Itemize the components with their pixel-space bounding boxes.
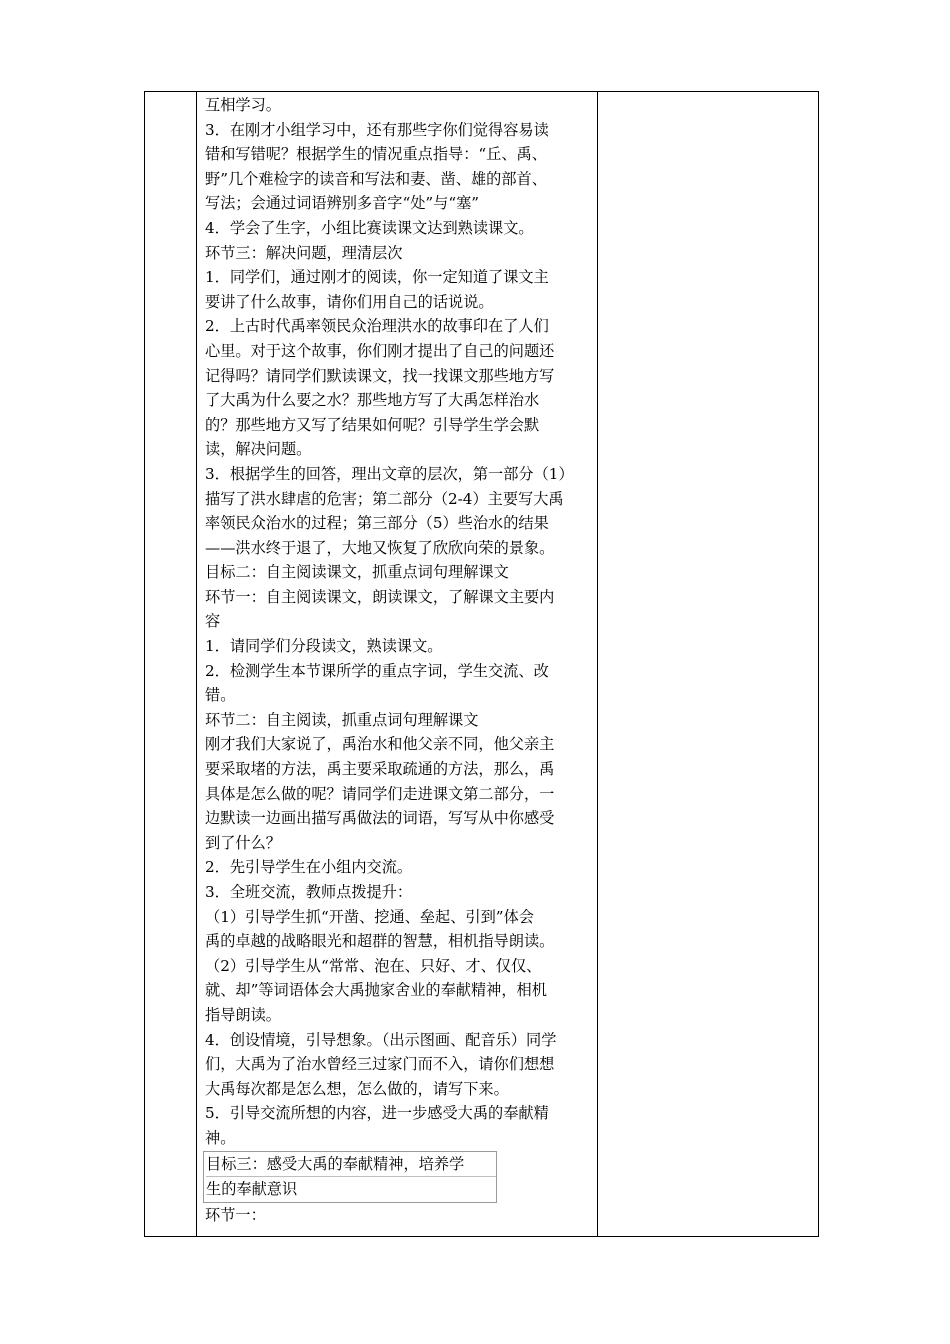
text-line: 要讲了什么故事，请你们用自己的话说说。 (205, 292, 494, 311)
text-line: 4．创设情境，引导想象。（出示图画、配音乐）同学 (205, 1030, 557, 1049)
goal-three-line-2: 生的奉献意识 (206, 1176, 496, 1202)
text-line: 目标二：自主阅读课文，抓重点词句理解课文 (205, 563, 509, 582)
text-line: 大禹每次都是怎么想，怎么做的，请写下来。 (205, 1079, 509, 1098)
text-line: 1．同学们，通过刚才的阅读，你一定知道了课文主 (205, 268, 549, 287)
text-line: 2．检测学生本节课所学的重点字词，学生交流、改 (205, 661, 549, 680)
text-line: 神。 (205, 1128, 236, 1147)
text-line: （2）引导学生从“常常、泡在、只好、才、仅仅、 (205, 956, 542, 975)
text-line: 要采取堵的方法，禹主要采取疏通的方法，那么，禹 (205, 760, 555, 779)
lesson-content-cell (205, 93, 593, 1227)
text-line: 2．先引导学生在小组内交流。 (205, 858, 413, 877)
column-divider-left (196, 92, 197, 1236)
text-line: 到了什么？ (205, 833, 281, 852)
text-line: 环节一：自主阅读课文，朗读课文，了解课文主要内 (205, 587, 555, 606)
text-line: 禹的卓越的战略眼光和超群的智慧，相机指导朗读。 (205, 932, 555, 951)
lesson-text (205, 93, 593, 1151)
text-line: 写法；会通过词语辨别多音字“处”与“塞” (205, 194, 480, 213)
text-line: 1．请同学们分段读文，熟读课文。 (205, 637, 443, 656)
text-line: 读，解决问题。 (205, 440, 312, 459)
text-line: 描写了洪水肆虐的危害；第二部分（2-4）主要写大禹 (205, 489, 564, 508)
text-line: 5．引导交流所想的内容，进一步感受大禹的奉献精 (205, 1104, 549, 1123)
text-line: 指导朗读。 (205, 1005, 281, 1024)
text-line: 4．学会了生字，小组比赛读课文达到熟读课文。 (205, 218, 534, 237)
text-line: 互相学习。 (205, 96, 281, 114)
final-step-heading: 环节一： (205, 1205, 266, 1224)
text-line: 了大禹为什么要之水？那些地方写了大禹怎样治水 (205, 391, 540, 410)
text-line: 就、却”等词语体会大禹抛家舍业的奉献精神，相机 (205, 981, 547, 1000)
text-line: 率领民众治水的过程；第三部分（5）些治水的结果 (205, 514, 549, 533)
goal-three-line-1: 目标三：感受大禹的奉献精神，培养学 (206, 1154, 465, 1173)
text-line: 3．全班交流，教师点拨提升： (205, 883, 413, 901)
text-line: 错。 (205, 686, 236, 705)
lesson-plan-table (144, 91, 819, 1237)
text-line: （1）引导学生抓“开凿、挖通、垒起、引到”体会 (205, 907, 534, 926)
goal-three-box (203, 1151, 497, 1203)
text-line: 们，大禹为了治水曾经三过家门而不入，请你们想想 (205, 1055, 555, 1074)
text-line: 错和写错呢？根据学生的情况重点指导：“丘、禹、 (205, 145, 547, 164)
text-line: 野”几个难检字的读音和写法和妻、凿、雄的部首、 (205, 169, 547, 188)
text-line: 刚才我们大家说了，禹治水和他父亲不同，他父亲主 (205, 735, 555, 754)
column-divider-right (597, 92, 598, 1236)
text-line: 3．根据学生的回答，理出文章的层次，第一部分（1） (205, 464, 574, 483)
text-line: 环节三：解决问题，理清层次 (205, 243, 403, 262)
text-line: 3．在刚才小组学习中，还有那些字你们觉得容易读 (205, 120, 549, 139)
text-line: 2．上古时代禹率领民众治理洪水的故事印在了人们 (205, 317, 549, 336)
text-line: 边默读一边画出描写禹做法的词语，写写从中你感受 (205, 809, 555, 828)
text-line: 环节二：自主阅读，抓重点词句理解课文 (205, 710, 479, 729)
text-line: 心里。对于这个故事，你们刚才提出了自己的问题还 (205, 341, 555, 360)
text-line: ——洪水终于退了，大地又恢复了欣欣向荣的景象。 (205, 538, 555, 557)
text-line: 具体是怎么做的呢？请同学们走进课文第二部分，一 (205, 784, 555, 803)
text-line: 记得吗？请同学们默读课文，找一找课文那些地方写 (205, 366, 555, 385)
text-line: 的？那些地方又写了结果如何呢？引导学生学会默 (205, 415, 540, 434)
text-line: 容 (205, 612, 221, 631)
